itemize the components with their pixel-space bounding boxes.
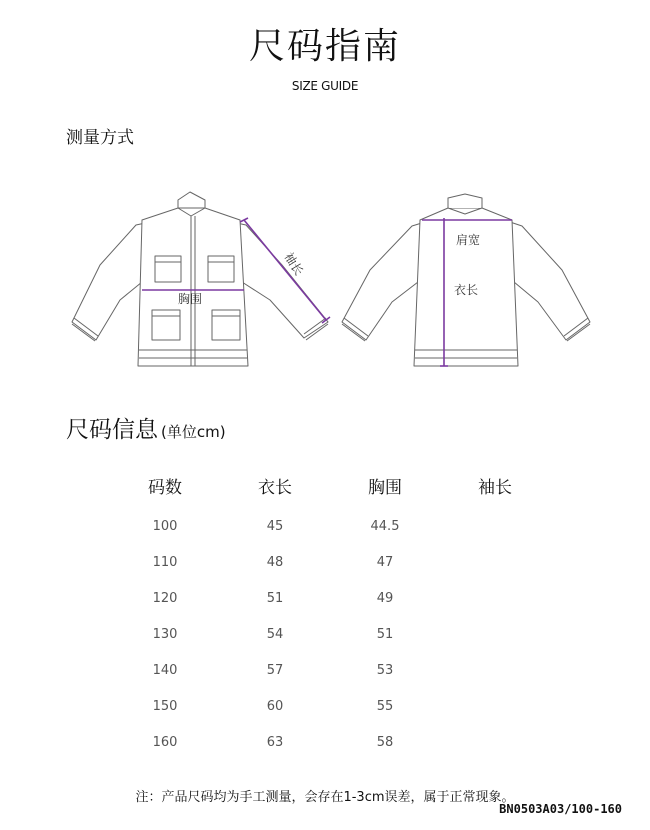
sleeve-label: 袖长 [281,250,307,278]
size-info-unit: (单位cm) [161,423,226,441]
cell-size: 140 [152,662,178,678]
table-row [110,508,550,544]
size-info-title: 尺码信息 [66,417,158,443]
table-row [110,652,550,688]
table-row [110,616,550,652]
page-title: 尺码指南 [248,26,401,67]
cell-size: 130 [152,626,178,642]
measurement-note: 注：产品尺码均为手工测量，会存在1-3cm误差，属于正常现象。 [135,790,515,805]
header-length: 衣长 [258,477,292,498]
cell-length: 60 [266,698,284,714]
measurement-heading: 测量方式 [66,128,134,148]
cell-length: 54 [266,626,284,642]
cell-size: 150 [152,698,178,714]
jacket-front-drawing [72,192,328,366]
chest-label: 胸围 [178,292,203,306]
size-info-heading [66,411,226,444]
length-label: 衣长 [454,283,479,297]
cell-chest: 49 [376,590,394,606]
table-header [110,470,550,500]
cell-chest: 55 [376,698,394,714]
cell-chest: 51 [376,626,394,642]
table-row [110,688,550,724]
cell-length: 51 [266,590,284,606]
table-row [110,544,550,580]
cell-size: 120 [152,590,178,606]
cell-chest: 58 [376,734,394,750]
page-subtitle: SIZE GUIDE [291,79,359,93]
header-size: 码数 [148,477,182,498]
cell-size: 100 [152,518,178,534]
header-sleeve: 袖长 [478,477,512,498]
cell-chest: 53 [376,662,394,678]
table-row [110,724,550,760]
cell-length: 63 [266,734,284,750]
size-table [110,470,550,760]
jacket-illustration [60,190,620,380]
header-chest: 胸围 [368,477,402,498]
cell-size: 110 [152,554,178,570]
cell-length: 45 [266,518,284,534]
table-row [110,580,550,616]
cell-chest: 44.5 [370,518,400,534]
cell-chest: 47 [376,554,394,570]
shoulder-label: 肩宽 [456,233,481,247]
product-code: BN0503A03/100-160 [499,802,622,816]
cell-size: 160 [152,734,178,750]
cell-length: 57 [266,662,284,678]
cell-length: 48 [266,554,284,570]
